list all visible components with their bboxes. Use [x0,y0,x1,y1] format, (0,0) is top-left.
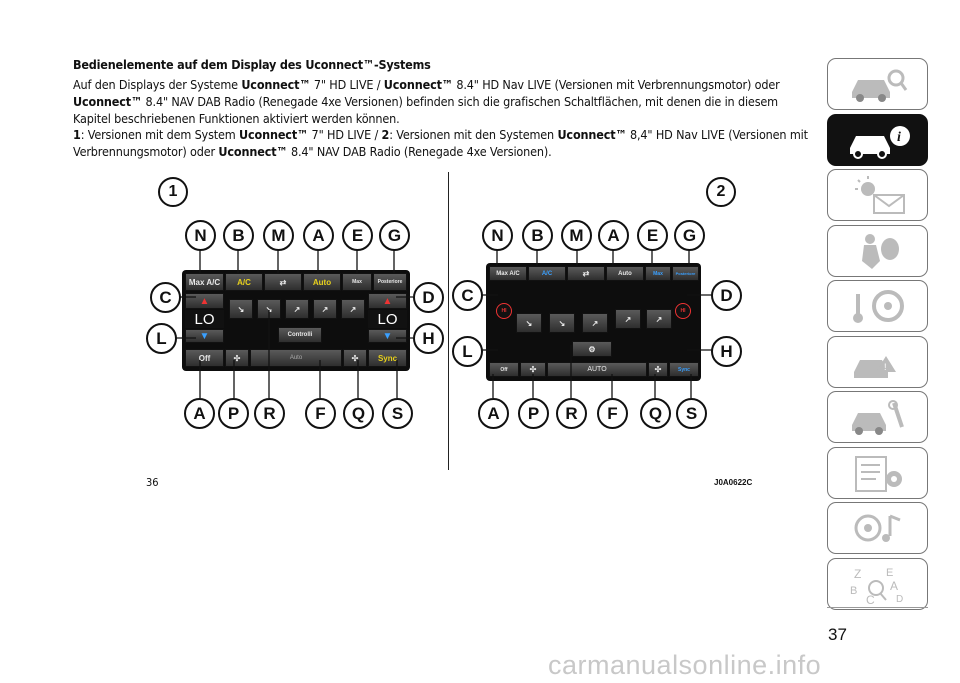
svg-text:B: B [849,584,857,597]
mode-button-3[interactable]: ↗ [285,299,309,319]
posteriore-label: Posteriore [377,279,403,285]
hi-right-display: HI [675,303,691,319]
fan-up-button-2[interactable]: ✣ [648,362,668,377]
callout-g: G [379,220,410,251]
car-crash-icon [846,342,910,382]
mode-button-4[interactable]: ↗ [313,299,337,319]
chapter-tab[interactable] [827,391,928,443]
temp-right-display: LO [368,310,407,328]
callout-r: R [254,398,285,429]
fan-down-button-2[interactable]: ✣ [520,362,546,377]
off-button-2[interactable]: Off [489,362,519,377]
chapter-tab[interactable] [827,336,928,388]
airbag-icon [846,231,910,271]
para2-segment: 8.4" NAV DAB Radio (Renegade 4xe Versionen). [287,144,552,159]
auto-button[interactable]: Auto [303,273,341,291]
max-ac-button-2[interactable]: Max A/C [489,266,527,281]
callout-h: H [413,323,444,354]
callout-n-2: N [482,220,513,251]
para2-segment: : Versionen mit den Systemen [389,127,558,142]
callout-q-2: Q [640,398,671,429]
auto-button-2[interactable]: Auto [606,266,644,281]
callout-g-2: G [674,220,705,251]
chapter-tab[interactable] [827,169,928,221]
mode-button-2-5[interactable]: ↗ [646,309,672,329]
para1-segment: Uconnect™ [383,77,453,92]
section-heading: Bedienelemente auf dem Display des Uconnect™-Systems [73,57,431,72]
car-info-icon [846,120,910,160]
callout-b: B [223,220,254,251]
fan-up-button[interactable]: ✣ [343,349,367,367]
svg-text:C: C [865,592,875,604]
para2-segment: 1 [73,127,81,142]
svg-text:A: A [889,578,898,593]
para1-segment: Uconnect™ [73,94,143,109]
para1-segment: Uconnect™ [241,77,311,92]
fan-down-button[interactable]: ✣ [225,349,249,367]
callout-h-2: H [711,336,742,367]
callout-s: S [382,398,413,429]
max-label-2: Max [653,270,663,277]
hi-left-display: HI [496,303,512,319]
fan-auto-label-2: AUTO [587,366,607,373]
max-ac-button[interactable]: Max A/C [185,273,224,291]
mode-button-2-4[interactable]: ↗ [615,309,641,329]
figure-page-number: 36 [146,476,159,489]
sync-button[interactable]: Sync [368,349,407,367]
para1-segment: 8.4" HD Nav LIVE (Versionen mit Verbrennungsmotor) oder [452,77,780,92]
para2-segment: 2 [381,127,390,142]
chapter-tab[interactable] [827,280,928,332]
steering-wheel-icon [846,286,910,326]
mode-button-2-3[interactable]: ↗ [582,313,608,333]
mode-button-2-2[interactable]: ↘ [549,313,575,333]
sun-mail-icon [846,175,910,215]
mode-button-1[interactable]: ↘ [229,299,253,319]
figure-number-2: 2 [706,177,736,207]
chapter-tab[interactable] [827,114,928,166]
music-nav-icon [846,508,910,548]
chapter-tab[interactable] [827,225,928,277]
car-tools-icon [846,397,910,437]
alphabet-search-icon [846,564,910,604]
temp-left-display: LO [185,310,224,328]
svg-text:!: ! [883,361,887,372]
max-label: Max [352,279,362,285]
chapter-tab[interactable] [827,447,928,499]
callout-m: M [263,220,294,251]
para2-segment: Uconnect™ [218,144,288,159]
callout-c: C [150,282,181,313]
callout-a-bottom: A [184,398,215,429]
temp-up-left[interactable]: ▲ [185,293,224,309]
car-search-icon [846,64,910,104]
callout-s-2: S [676,398,707,429]
mode-button-2-1[interactable]: ↘ [516,313,542,333]
fan-auto-label: Auto [289,355,303,361]
temp-up-right[interactable]: ▲ [368,293,407,309]
ac-button[interactable]: A/C [225,273,263,291]
callout-e-2: E [637,220,668,251]
chapter-tab[interactable] [827,58,928,110]
watermark: carmanualsonline.info [548,650,822,680]
callout-m-2: M [561,220,592,251]
para2-segment: Uconnect™ [557,127,627,142]
para2-segment: : Versionen mit dem System [80,127,240,142]
mode-button-5[interactable]: ↗ [341,299,365,319]
chapter-tab[interactable] [827,558,928,610]
chapter-tab[interactable] [827,502,928,554]
callout-l: L [146,323,177,354]
callout-f-2: F [597,398,628,429]
para2-segment: Uconnect™ [239,127,309,142]
svg-text:D: D [895,593,903,604]
svg-text:i: i [896,129,901,145]
callout-l-2: L [452,336,483,367]
off-button[interactable]: Off [185,349,224,367]
para1-segment: 8.4" NAV DAB Radio (Renegade 4xe Versionen) befinden sich die grafischen Schaltflächen, mit denen die in diesem Kapitel beschriebenen Funktionen aktiviert werden können. [73,94,778,126]
para1-segment: Auf den Displays der Systeme [73,77,242,92]
figure-number-1: 1 [158,177,188,207]
settings-list-icon [846,453,910,493]
para2-segment: 7" HD LIVE / [308,127,382,142]
page-number: 37 [828,625,847,644]
seat-controls-button[interactable]: ⚙ [572,341,612,357]
callout-d-2: D [711,280,742,311]
callout-r-2: R [556,398,587,429]
callout-a: A [303,220,334,251]
recirc-button-2[interactable]: ⇄ [567,266,605,281]
callout-f: F [305,398,336,429]
controlli-label: Controlli [287,332,313,338]
callout-d: D [413,282,444,313]
callout-a-2: A [598,220,629,251]
ac-button-2[interactable]: A/C [528,266,566,281]
tabs-bottom-rule [827,607,928,608]
svg-text:E: E [885,566,893,579]
para2-segment: 8,4" HD Nav LIVE (Versionen mit Verbrennungsmotor) oder [73,127,808,159]
mode-button-2[interactable]: ↘ [257,299,281,319]
sync-button-2[interactable]: Sync [669,362,699,377]
figure-code: J0A0622C [714,478,753,487]
recirc-button[interactable]: ⇄ [264,273,302,291]
callout-e: E [342,220,373,251]
callout-n: N [185,220,216,251]
callout-p: P [218,398,249,429]
callout-b-2: B [522,220,553,251]
temp-down-right[interactable]: ▼ [368,329,407,343]
temp-down-left[interactable]: ▼ [185,329,224,343]
callout-c-2: C [452,280,483,311]
para1-segment: 7" HD LIVE / [310,77,384,92]
posteriore-label-2: Posteriore [675,271,696,276]
svg-text:Z: Z [853,566,861,581]
callout-p-2: P [518,398,549,429]
callout-a-bottom-2: A [478,398,509,429]
callout-q: Q [343,398,374,429]
